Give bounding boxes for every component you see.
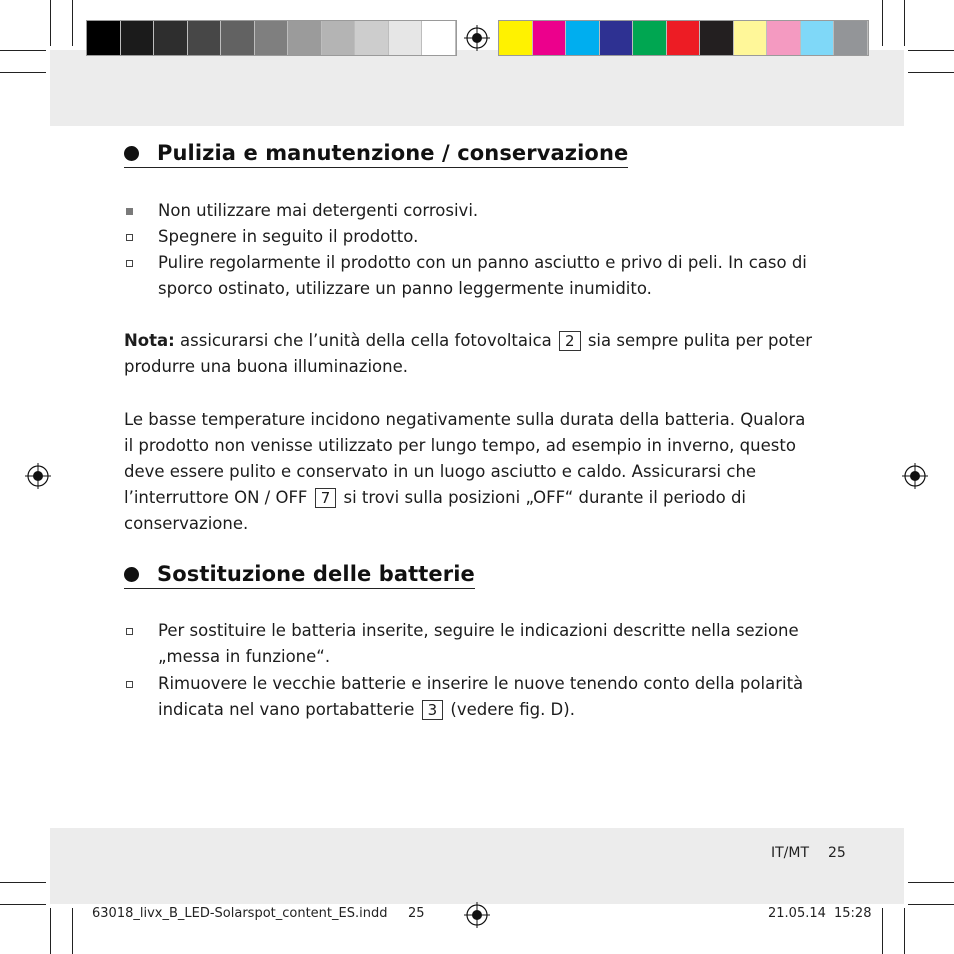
crop-mark <box>882 0 883 46</box>
color-swatch <box>600 21 634 55</box>
color-swatch <box>154 21 188 55</box>
list-item <box>158 671 818 723</box>
list-item: Spegnere in seguito il prodotto. <box>158 227 419 246</box>
crop-mark <box>72 0 73 46</box>
registration-mark-icon <box>464 25 490 51</box>
color-swatch <box>87 21 121 55</box>
bullet-dot-icon <box>124 146 139 161</box>
paragraph-text: Le basse temperature incidono negativamente sulla durata della batteria. Qualora il prodotto non venisse utilizzato per lungo tempo, ad esempio in inverno, questo deve essere pulito e conservato in un luogo asciutto e caldo. Assicurarsi che l’interruttore ON / OFF <box>124 410 806 507</box>
bullet-dot-icon <box>124 567 139 582</box>
color-swatch <box>355 21 389 55</box>
crop-mark <box>0 50 46 51</box>
color-swatch <box>533 21 567 55</box>
list-item: Per sostituire le batteria inserite, seguire le indicazioni descritte nella sezione „messa in funzione“. <box>158 621 799 666</box>
color-swatch <box>255 21 289 55</box>
footer-band <box>50 828 904 904</box>
list-item: Pulire regolarmente il prodotto con un panno asciutto e privo di peli. In caso di sporco ostinato, utilizzare un panno leggermente inumidito. <box>158 253 807 298</box>
square-bullet-icon <box>126 681 133 688</box>
crop-mark <box>882 908 883 954</box>
color-swatch <box>389 21 423 55</box>
square-bullet-icon <box>126 260 133 267</box>
list-item: Non utilizzare mai detergenti corrosivi. <box>158 201 479 220</box>
section-heading-batteries <box>124 562 475 589</box>
registration-mark-icon <box>902 463 928 489</box>
list-item-text: Rimuovere le vecchie batterie e inserire le nuove tenendo conto della polarità indicata nel vano portabatterie <box>158 674 804 719</box>
file-page-number: 25 <box>408 906 425 921</box>
crop-mark <box>908 882 954 883</box>
crop-mark <box>50 908 51 954</box>
note-text: sia sempre pulita per poter produrre una buona illuminazione. <box>124 331 813 376</box>
crop-mark <box>904 0 905 46</box>
color-swatch <box>322 21 356 55</box>
process-color-bar <box>498 20 869 56</box>
part-number-badge: 2 <box>559 331 581 351</box>
crop-mark <box>0 72 46 73</box>
crop-mark <box>0 904 46 905</box>
crop-mark <box>908 904 954 905</box>
color-swatch <box>288 21 322 55</box>
color-swatch <box>767 21 801 55</box>
crop-mark <box>72 908 73 954</box>
part-number-badge: 7 <box>315 488 337 508</box>
color-swatch <box>633 21 667 55</box>
page-locale: IT/MT <box>771 845 810 861</box>
grayscale-color-bar <box>86 20 457 56</box>
print-time: 15:28 <box>834 906 872 921</box>
note-label: Nota: <box>124 331 175 350</box>
section-title: Sostituzione delle batterie <box>157 562 475 586</box>
section-heading-cleaning <box>124 141 628 168</box>
section-title: Pulizia e manutenzione / conservazione <box>157 141 629 165</box>
filled-square-bullet-icon <box>126 208 133 215</box>
color-swatch <box>700 21 734 55</box>
header-band <box>50 50 904 126</box>
note-paragraph <box>124 328 814 380</box>
storage-paragraph <box>124 407 819 537</box>
color-swatch <box>221 21 255 55</box>
file-name: 63018_livx_B_LED-Solarspot_content_ES.indd <box>92 906 388 921</box>
color-swatch <box>121 21 155 55</box>
part-number-badge: 3 <box>422 700 444 720</box>
square-bullet-icon <box>126 628 133 635</box>
registration-mark-icon <box>464 902 490 928</box>
color-swatch <box>801 21 835 55</box>
color-swatch <box>667 21 701 55</box>
square-bullet-icon <box>126 234 133 241</box>
paragraph-text: si trovi sulla posizioni „OFF“ durante il periodo di conservazione. <box>124 488 747 533</box>
color-swatch <box>834 21 868 55</box>
color-swatch <box>499 21 533 55</box>
crop-mark <box>904 908 905 954</box>
crop-mark <box>0 882 46 883</box>
color-swatch <box>188 21 222 55</box>
print-date: 21.05.14 <box>768 906 826 921</box>
color-swatch <box>566 21 600 55</box>
color-swatch <box>734 21 768 55</box>
list-item-text: (vedere fig. D). <box>450 700 575 719</box>
registration-mark-icon <box>25 463 51 489</box>
crop-mark <box>50 0 51 46</box>
crop-mark <box>908 50 954 51</box>
crop-mark <box>908 72 954 73</box>
color-swatch <box>422 21 456 55</box>
page-number: 25 <box>828 845 846 861</box>
note-text: assicurarsi che l’unità della cella fotovoltaica <box>180 331 552 350</box>
